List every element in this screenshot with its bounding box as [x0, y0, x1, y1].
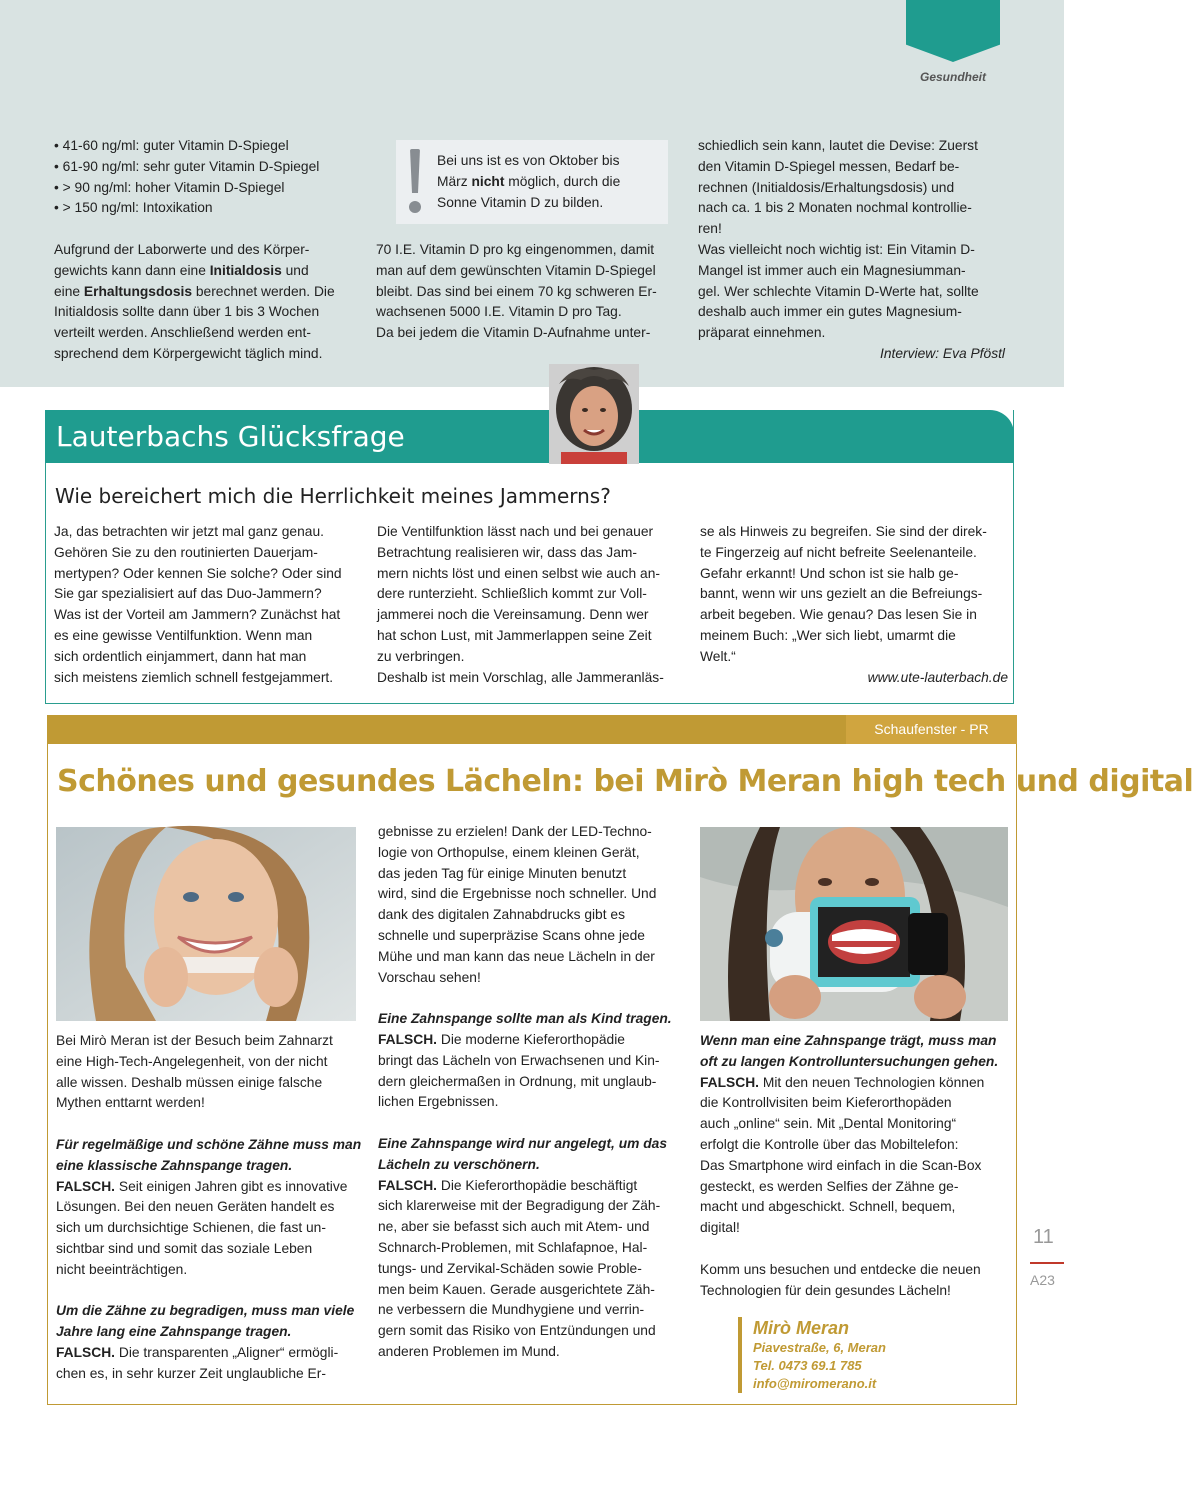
- text-line: Gehören Sie zu den routinierten Dauerjam-: [54, 544, 318, 560]
- text-line: Die Ventilfunktion lässt nach und bei genauer: [377, 524, 654, 539]
- text-line: schiedlich sein kann, lautet die Devise: Zuerst: [698, 138, 978, 153]
- text-line: mertypen? Oder kennen Sie solche? Oder sind: [54, 565, 342, 581]
- smiling-woman-aligner-photo: [56, 827, 356, 1021]
- text-line: meinem Buch: „Wer sich liebt, umarmt die: [700, 627, 956, 643]
- text-line: ren!: [698, 221, 722, 237]
- vitamin-column-1: [54, 240, 364, 365]
- myth-question: Für regelmäßige und schöne Zähne muss man: [56, 1136, 362, 1152]
- business-name: Mirò Meran: [753, 1318, 850, 1338]
- vitamin-column-3: [698, 136, 1008, 365]
- text-line: arbeit begeben. Wie genau? Das lesen Sie in: [700, 607, 977, 623]
- text-line: Ja, das betrachten wir jetzt mal ganz genau.: [54, 524, 324, 539]
- callout-text: Bei uns ist es von Oktober bis März nicht möglich, durch die Sonne Vitamin D zu bilden.: [437, 153, 621, 210]
- lauterbach-subtitle: Wie bereichert mich die Herrlichkeit meines Jammerns?: [55, 484, 611, 508]
- text-line: Was ist der Vorteil am Jammern? Zunächst hat: [54, 607, 341, 623]
- list-item: • > 90 ng/ml: hoher Vitamin D-Spiegel: [54, 179, 285, 195]
- text-line: sich ordentlich einjammert, dann hat man: [54, 648, 307, 664]
- text-line: wachsenen 5000 I.E. Vitamin D pro Tag.: [376, 304, 622, 320]
- author-portrait: [549, 364, 639, 464]
- text-line: Sie gar spezialisiert auf das Duo-Jammern?: [54, 586, 322, 602]
- page-number: 11: [1033, 1226, 1054, 1248]
- text-line: es eine gewisse Ventilfunktion. Wenn man: [54, 627, 313, 643]
- text-line: den Vitamin D-Spiegel messen, Bedarf be-: [698, 158, 960, 174]
- myth-question: Jahre lang eine Zahnspange tragen.: [56, 1324, 292, 1340]
- vitamin-levels-list: [54, 136, 374, 219]
- text-line: dere runterzieht. Schließlich kommt zur Voll-: [377, 586, 647, 602]
- text-line: gewichts kann dann eine Initialdosis und: [54, 262, 309, 278]
- website-link[interactable]: www.ute-lauterbach.de: [867, 669, 1008, 685]
- myth-question: Eine Zahnspange wird nur angelegt, um das: [378, 1135, 668, 1151]
- list-item: • 61-90 ng/ml: sehr guter Vitamin D-Spiegel: [54, 158, 320, 174]
- text-line: präparat einnehmen.: [698, 325, 826, 341]
- text-line: nach ca. 1 bis 2 Monaten nochmal kontrollie-: [698, 200, 972, 216]
- text-line: mern nichts löst und einen selbst wie auch an-: [377, 565, 660, 581]
- lauterbach-column-1: [54, 522, 364, 688]
- lauterbach-column-3: [700, 522, 1008, 688]
- text-line: Mangel ist immer auch ein Magnesiumman-: [698, 262, 966, 278]
- text-line: rechnen (Initialdosis/Erhaltungsdosis) und: [698, 179, 955, 195]
- text-line: jammerei noch die Vereinsamung. Denn wer: [377, 607, 649, 623]
- myth-question: oft zu langen Kontrolluntersuchungen gehen.: [700, 1053, 999, 1069]
- list-item: • 41-60 ng/ml: guter Vitamin D-Spiegel: [54, 138, 289, 153]
- text-line: Da bei jedem die Vitamin D-Aufnahme unter-: [376, 325, 651, 341]
- list-item: • > 150 ng/ml: Intoxikation: [54, 200, 213, 216]
- text-line: man auf dem gewünschten Vitamin D-Spiegel: [376, 262, 656, 278]
- pr-column-3: Wenn man eine Zahnspange trägt, muss man oft zu langen Kontrolluntersuchungen gehen. FALSCH. Mit den neuen Technologien können die Kontrollvisiten beim Kieferorthopäden auch „online“ sein. Mit „Dental Monitoring“ erfolgt die Kontrolle über das Mobiltelefon: Das Smartphone wird einfach in die Scan-Box gesteckt, es werden Selfies der Zähne ge- macht und abgeschickt. Schnell, bequem, digital! Komm uns besuchen und entdecke die neuen Technologien für dein gesundes Lächeln!: [700, 1031, 1010, 1301]
- section-label: Gesundheit: [919, 70, 986, 84]
- text-line: Gefahr erkannt! Und schon ist sie halb ge-: [700, 565, 959, 581]
- pr-column-1: Bei Mirò Meran ist der Besuch beim Zahnarzt eine High-Tech-Angelegenheit, von der nicht alle wissen. Deshalb müssen einige falsche Mythen enttarnt werden! Für regelmäßige und schöne Zähne muss man eine klassische Zahnspange tragen. FALSCH. Seit einigen Jahren gibt es innovative Lösungen. Bei den neuen Geräten handelt es sich um durchsichtige Schienen, die fast un- sichtbar sind und somit das soziale Leben nicht beeinträchtigen. Um die Zähne zu begradigen, muss man viele Jahre lang eine Zahnspange tragen. FALSCH. Die transparenten „Aligner“ ermögli- chen es, in sehr kurzer Zeit unglaubliche Er-: [56, 1031, 366, 1385]
- myth-question: Eine Zahnspange sollte man als Kind tragen.: [378, 1011, 672, 1027]
- text-line: Welt.“: [700, 648, 736, 664]
- text-line: se als Hinweis zu begreifen. Sie sind der direk-: [700, 524, 987, 539]
- address: Piavestraße, 6, Meran: [753, 1340, 886, 1355]
- text-line: zu verbringen.: [377, 648, 465, 664]
- pr-headline: Schönes und gesundes Lächeln: bei Mirò Meran high tech und digital: [57, 764, 1193, 799]
- myth-question: Um die Zähne zu begradigen, muss man viele: [56, 1303, 355, 1319]
- text-line: Betrachtung realisieren wir, dass das Jam-: [377, 544, 637, 560]
- text-line: Aufgrund der Laborwerte und des Körper-: [54, 242, 310, 257]
- vitamin-column-2: [376, 240, 686, 344]
- text-line: bleibt. Das sind bei einem 70 kg schweren Er-: [376, 283, 657, 299]
- text-line: hat schon Lust, mit Jammerlappen seine Zeit: [377, 627, 652, 643]
- interview-credit: Interview: Eva Pföstl: [880, 345, 1005, 361]
- pr-tag-label: Schaufenster - PR: [846, 715, 1017, 744]
- myth-question: eine klassische Zahnspange tragen.: [56, 1157, 293, 1173]
- pr-column-2: gebnisse zu erzielen! Dank der LED-Techno- logie von Orthopulse, einem kleinen Gerät, das jeden Tag für einige Minuten benutzt wird, sind die Ergebnisse noch schneller. Und dank des digitalen Zahnabdrucks gibt es schnelle und superpräzise Scans ohne jede Mühe und man kann das neue Lächeln in der Vorschau sehen! Eine Zahnspange sollte man als Kind tragen. FALSCH. Die moderne Kieferorthopädie bringt das Lächeln von Erwachsenen und Kin- dern gleichermaßen in Ordnung, mit unglaub- lichen Ergebnissen. Eine Zahnspange wird nur angelegt, um das Lächeln zu verschönern. FALSCH. Die Kieferorthopädie beschäftigt sich klarerweise mit der Begradigung der Zäh- ne, aber sie befasst sich auch mit Atem- und Schnarch-Problemen, mit Schlafapnoe, Hal- tungs- und Zervikal-Schäden sowie Proble- men beim Kauen. Gerade ausgerichtete Zäh- ne verbessern die Mundhygiene und verrin- gern somit das Risiko von Entzündungen und anderen Problemen im Mund.: [378, 822, 688, 1363]
- dental-monitoring-photo: [700, 827, 1008, 1021]
- text-line: eine Erhaltungsdosis berechnet werden. Die: [54, 283, 335, 299]
- page-divider: [1030, 1262, 1064, 1264]
- myth-question: Wenn man eine Zahnspange trägt, muss man: [700, 1033, 997, 1048]
- text-line: 70 I.E. Vitamin D pro kg eingenommen, damit: [376, 242, 655, 257]
- text-line: deshalb auch immer ein gutes Magnesium-: [698, 304, 962, 320]
- text-line: gel. Wer schlechte Vitamin D-Werte hat, sollte: [698, 283, 979, 299]
- text-line: Deshalb ist mein Vorschlag, alle Jammeranläs-: [377, 669, 664, 685]
- text-line: verteilt werden. Anschließend werden ent-: [54, 325, 311, 341]
- text-line: bannt, wenn wir uns gezielt an die Befreiungs-: [700, 586, 983, 602]
- text-line: Was vielleicht noch wichtig ist: Ein Vitamin D-: [698, 241, 975, 257]
- text-line: Initialdosis sollte dann über 1 bis 3 Wochen: [54, 304, 320, 320]
- lauterbach-title: Lauterbachs Glücksfrage: [56, 420, 405, 453]
- lauterbach-column-2: [377, 522, 687, 688]
- exclamation-icon: [408, 149, 422, 215]
- contact-block: [738, 1317, 968, 1393]
- text-line: te Fingerzeig auf nicht befreite Seelenanteile.: [700, 544, 977, 560]
- text-line: sprechend dem Körpergewicht täglich mind.: [54, 345, 323, 361]
- email-link[interactable]: info@miromerano.it: [753, 1376, 877, 1391]
- text-line: sich meistens ziemlich schnell festgejammert.: [54, 669, 334, 685]
- info-callout-box: [396, 140, 668, 224]
- myth-question: Lächeln zu verschönern.: [378, 1156, 540, 1172]
- phone[interactable]: Tel. 0473 69.1 785: [753, 1358, 862, 1373]
- page-code: A23: [1030, 1272, 1055, 1288]
